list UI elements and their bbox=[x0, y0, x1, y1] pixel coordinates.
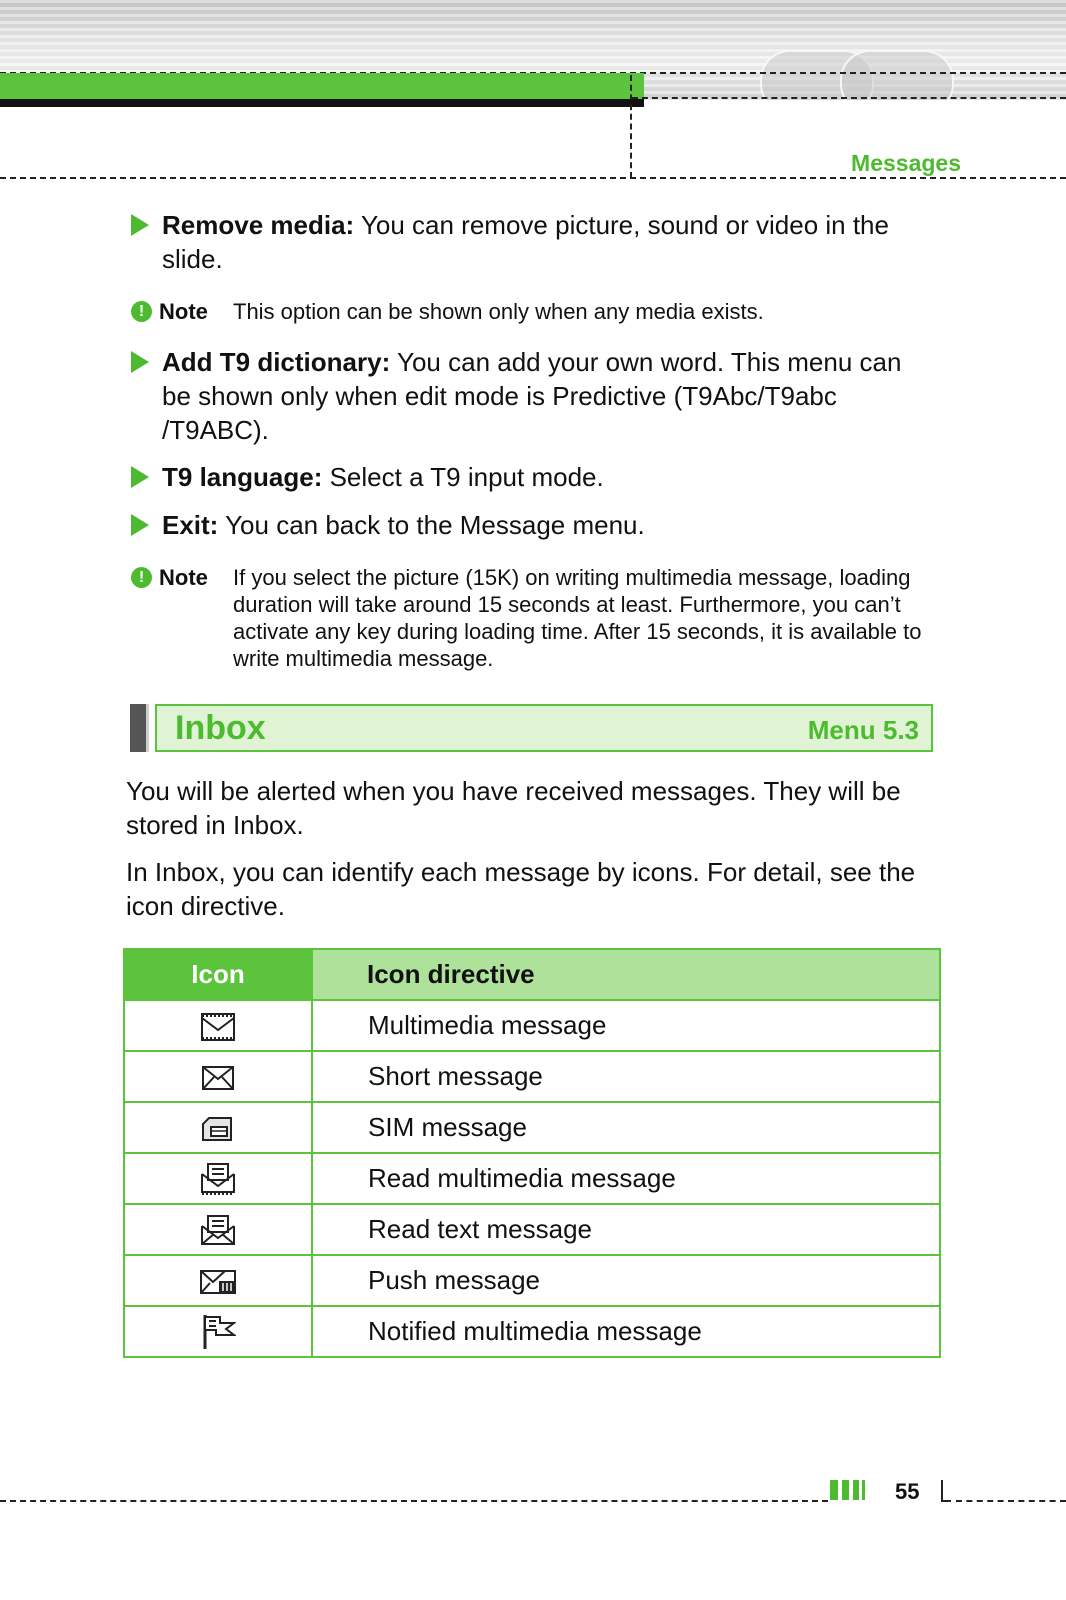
icon-directive-table bbox=[123, 948, 941, 1358]
page-number: 55 bbox=[895, 1479, 920, 1504]
notified-multimedia-message-icon bbox=[200, 1313, 236, 1351]
note-icon: ! bbox=[131, 567, 152, 588]
arrow-bullet-icon bbox=[131, 466, 149, 488]
table-cell-icon bbox=[124, 1306, 312, 1357]
bullet-label: T9 language: bbox=[162, 462, 323, 492]
table-cell-icon bbox=[124, 1153, 312, 1204]
section-marker bbox=[130, 704, 149, 752]
table-header-row bbox=[124, 949, 940, 1000]
table-row bbox=[124, 1306, 940, 1357]
bullet-label: Remove media: bbox=[162, 210, 355, 240]
table-row bbox=[124, 1204, 940, 1255]
bullet-add-t9-dictionary bbox=[131, 345, 936, 447]
table-cell-directive: Read multimedia message bbox=[312, 1153, 940, 1204]
bullet-t9-language bbox=[131, 460, 951, 494]
bullet-label: Exit: bbox=[162, 510, 219, 540]
footer-bars-decoration bbox=[830, 1480, 870, 1500]
bullet-text bbox=[162, 508, 951, 542]
note-picture-loading bbox=[131, 564, 941, 672]
note-text: If you select the picture (15K) on writing multimedia message, loading duration will take around 15 seconds at least. Furthermore, you can’t activate any key during loading time. After 15 seconds, it is available to write multimedia message. bbox=[233, 565, 922, 671]
bullet-text bbox=[162, 460, 951, 494]
table-cell-directive: Read text message bbox=[312, 1204, 940, 1255]
table-cell-icon bbox=[124, 1204, 312, 1255]
table-header-directive: Icon directive bbox=[312, 949, 940, 1000]
header-dashed-line-right bbox=[632, 97, 1066, 99]
table-cell-directive: SIM message bbox=[312, 1102, 940, 1153]
bullet-label: Add T9 dictionary: bbox=[162, 347, 391, 377]
header-green-bar bbox=[0, 73, 644, 99]
header-dashed-divider bbox=[630, 75, 632, 178]
footer-bracket bbox=[941, 1480, 951, 1502]
section-header-bar bbox=[155, 704, 933, 752]
short-message-icon bbox=[201, 1064, 235, 1092]
note-media-exists bbox=[131, 298, 951, 325]
bullet-body: Select a T9 input mode. bbox=[322, 462, 604, 492]
note-label: Note bbox=[159, 565, 208, 590]
arrow-bullet-icon bbox=[131, 214, 149, 236]
table-cell-directive: Multimedia message bbox=[312, 1000, 940, 1051]
bullet-remove-media bbox=[131, 208, 951, 276]
bullet-text bbox=[162, 345, 936, 447]
bullet-body: You can add your own word. This menu can be shown only when edit mode is Predictive (T9Abc/T9abc /T9ABC). bbox=[162, 347, 902, 445]
bullet-exit bbox=[131, 508, 951, 542]
header-dashed-line-bottom bbox=[0, 177, 1066, 179]
section-label: Messages bbox=[851, 150, 961, 176]
table-row bbox=[124, 1255, 940, 1306]
table-cell-icon bbox=[124, 1051, 312, 1102]
table-cell-directive: Notified multimedia message bbox=[312, 1306, 940, 1357]
note-icon: ! bbox=[131, 301, 152, 322]
table-cell-directive: Short message bbox=[312, 1051, 940, 1102]
multimedia-message-icon bbox=[200, 1012, 236, 1042]
sim-message-icon bbox=[201, 1114, 235, 1144]
table-row bbox=[124, 1051, 940, 1102]
arrow-bullet-icon bbox=[131, 351, 149, 373]
table-cell-icon bbox=[124, 1000, 312, 1051]
bullet-body: You can remove picture, sound or video in the slide. bbox=[162, 210, 889, 274]
bullet-text bbox=[162, 208, 951, 276]
table-row bbox=[124, 1102, 940, 1153]
bullet-body: You can back to the Message menu. bbox=[218, 510, 645, 540]
table-row bbox=[124, 1153, 940, 1204]
footer-dashed-line-right bbox=[956, 1500, 1066, 1502]
read-text-message-icon bbox=[200, 1214, 236, 1246]
header-black-bar bbox=[0, 99, 644, 107]
section-menu-number: Menu 5.3 bbox=[807, 715, 919, 745]
note-label: Note bbox=[159, 299, 208, 324]
table-cell-directive: Push message bbox=[312, 1255, 940, 1306]
push-message-icon bbox=[199, 1268, 237, 1296]
section-title: Inbox bbox=[175, 709, 266, 747]
paragraph-alert: You will be alerted when you have received messages. They will be stored in Inbox. bbox=[126, 776, 901, 840]
footer-dashed-line-left bbox=[0, 1500, 828, 1502]
table-cell-icon bbox=[124, 1102, 312, 1153]
table-row bbox=[124, 1000, 940, 1051]
table-header-icon: Icon bbox=[124, 949, 312, 1000]
arrow-bullet-icon bbox=[131, 514, 149, 536]
table-cell-icon bbox=[124, 1255, 312, 1306]
read-multimedia-message-icon bbox=[200, 1162, 236, 1196]
note-text: This option can be shown only when any media exists. bbox=[233, 299, 764, 324]
paragraph-identify-icons: In Inbox, you can identify each message by icons. For detail, see the icon directive. bbox=[126, 857, 916, 921]
